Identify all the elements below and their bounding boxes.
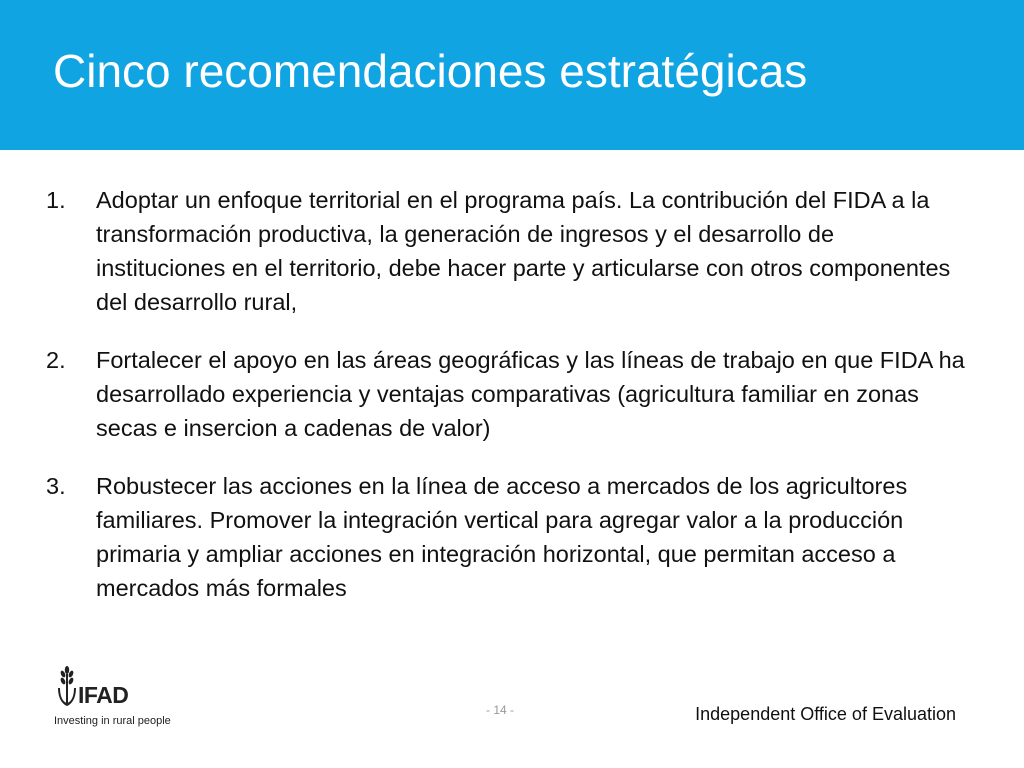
- logo-tagline: Investing in rural people: [54, 715, 171, 727]
- wheat-icon: [54, 664, 80, 714]
- item-number: 2.: [46, 347, 66, 373]
- item-text: Robustecer las acciones en la línea de acceso a mercados de los agricultores familiares. Promover la integración vertical para agregar valor a la producción primaria y ampliar acciones en integración horizontal, que permitan acceso a mercados más formales: [96, 473, 908, 601]
- recommendation-item-1: [46, 183, 966, 319]
- page-number: - 14 -: [486, 703, 515, 717]
- slide-title: Cinco recomendaciones estratégicas: [53, 45, 808, 97]
- office-name: Independent Office of Evaluation: [695, 704, 956, 724]
- item-text: Fortalecer el apoyo en las áreas geográficas y las líneas de trabajo en que FIDA ha desarrollado experiencia y ventajas comparativas (agricultura familiar en zonas secas e insercion a cadenas de valor): [96, 347, 965, 441]
- logo-name: IFAD: [78, 682, 129, 708]
- recommendation-item-3: [46, 469, 966, 605]
- item-number: 1.: [46, 187, 66, 213]
- ifad-logo: [54, 664, 194, 730]
- recommendations-list: [46, 183, 966, 629]
- item-text: Adoptar un enfoque territorial en el programa país. La contribución del FIDA a la transformación productiva, la generación de ingresos y el desarrollo de instituciones en el territorio, debe hacer parte y articularse con otros componentes del desarrollo rural,: [96, 187, 951, 315]
- recommendation-item-2: [46, 343, 966, 445]
- slide-header: [0, 0, 1024, 150]
- item-number: 3.: [46, 473, 66, 499]
